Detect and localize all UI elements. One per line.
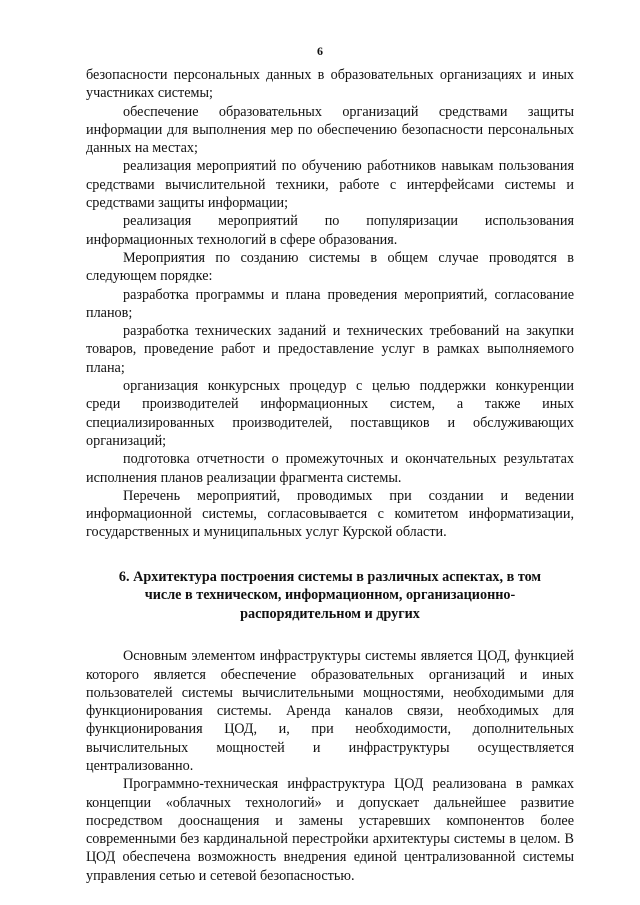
list-item: подготовка отчетности о промежуточных и окончательных результатах исполнения планов реализации фрагмента системы.	[86, 451, 574, 486]
list-item: организация конкурсных процедур с целью поддержки конкуренции среди производителей информационных систем, а также иных специализированных производителей, поставщиков и обслуживающих организаций;	[86, 378, 574, 449]
section-heading-line: числе в техническом, информационном, организационно-	[144, 587, 516, 604]
list-item: разработка программы и плана проведения мероприятий, согласование планов;	[86, 286, 574, 321]
paragraph: Перечень мероприятий, проводимых при создании и ведении информационной системы, согласовывается с комитетом информатизации, государственных и муниципальных услуг Курской области.	[86, 487, 574, 541]
paragraph: Мероприятия по созданию системы в общем случае проводятся в следующем порядке:	[86, 249, 574, 285]
page-number: 6	[317, 44, 323, 58]
paragraph: Программно-техническая инфраструктура ЦОД реализована в рамках концепции «облачных технологий» и допускает дальнейшее развитие посредством дооснащения и замены устаревших компонентов более современными без кардинальной перестройки архитектуры системы в целом. В ЦОД обеспечена возможность внедрения единой централизованной системы управления сетью и сетевой безопасностью.	[86, 776, 574, 884]
paragraph: Основным элементом инфраструктуры системы является ЦОД, функцией которого является обеспечение образовательных организаций и иных пользователей системы вычислительными мощностями, необходимыми для функционирования системы. Аренда каналов связи, необходимых для функционирования ЦОД, и, при необходимости, дополнительных вычислительных мощностей и инфраструктуры осуществляется централизованно.	[86, 648, 574, 774]
section-heading-line: 6. Архитектура построения системы в различных аспектах, в том	[118, 568, 542, 585]
document-body	[86, 66, 574, 885]
list-item: разработка технических заданий и технических требований на закупки товаров, проведение работ и предоставление услуг в рамках выполняемого плана;	[86, 323, 574, 376]
section-heading-line: распорядительном и других	[240, 605, 420, 622]
paragraph: безопасности персональных данных в образовательных организациях и иных участниках системы;	[86, 67, 574, 102]
section-heading	[86, 568, 574, 624]
list-item: обеспечение образовательных организаций средствами защиты информации для выполнения мер по обеспечению безопасности персональных данных на местах;	[86, 103, 574, 157]
list-item: реализация мероприятий по обучению работников навыкам пользования средствами вычислительной техники, работе с интерфейсами системы и средствами защиты информации;	[86, 158, 574, 212]
list-item: реализация мероприятий по популяризации использования информационных технологий в сфере образования.	[86, 213, 574, 248]
